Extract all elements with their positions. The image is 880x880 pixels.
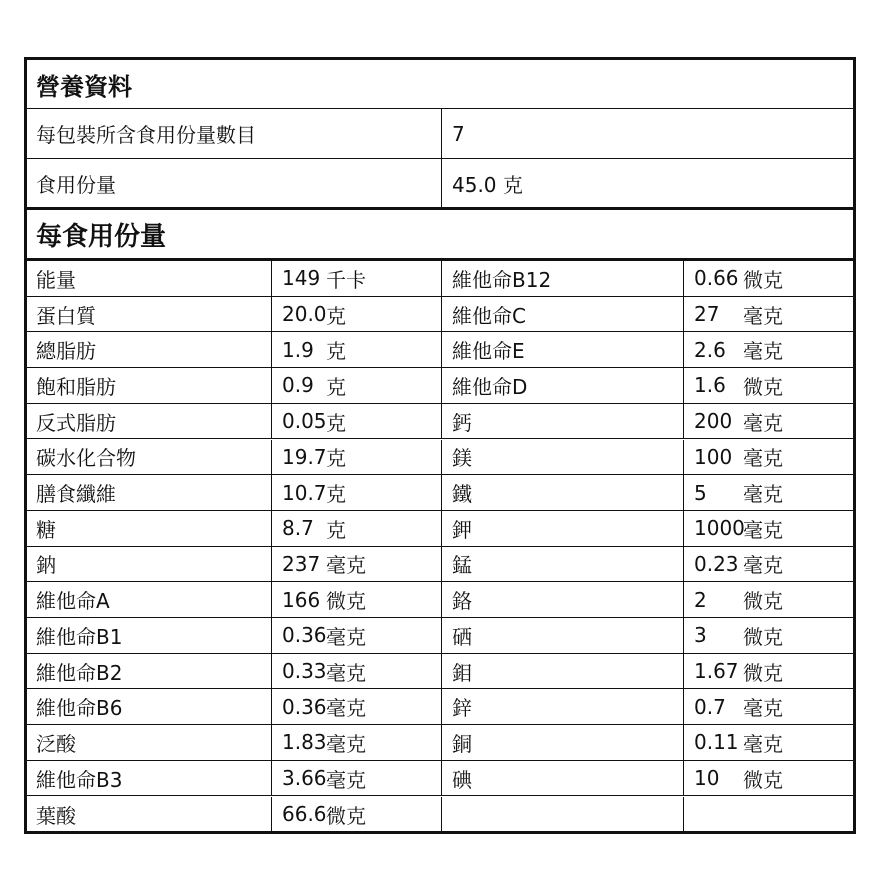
column-divider [271,332,272,367]
nutrient-unit: 毫克 [743,696,783,721]
column-divider [441,261,442,296]
column-divider [271,547,272,582]
column-divider [683,761,684,796]
servings-per-package-value: 7 [452,121,465,146]
title-row [27,60,853,109]
nutrient-amount: 0.05 [282,409,327,434]
nutrient-name-right: 鋅 [452,696,472,721]
nutrient-unit: 微克 [743,660,783,685]
column-divider [271,618,272,653]
nutrient-value-right [685,725,853,760]
column-divider [271,404,272,439]
nutrition-title: 營養資料 [36,72,132,101]
nutrient-unit: 毫克 [743,339,783,364]
nutrient-value [273,404,441,439]
table-row [27,618,853,654]
nutrient-name-right: 維他命D [452,374,528,399]
nutrient-amount: 10.7 [282,480,327,505]
nutrient-amount: 3.66 [282,766,327,791]
nutrient-name: 維他命B1 [36,624,123,649]
nutrient-amount: 19.7 [282,444,327,469]
nutrient-amount: 0.11 [694,730,739,755]
nutrient-unit: 毫克 [743,731,783,756]
nutrient-name: 維他命B2 [36,660,123,685]
nutrient-unit: 毫克 [743,303,783,328]
nutrient-unit: 微克 [326,803,366,828]
column-divider [441,654,442,689]
nutrient-value [273,582,441,617]
nutrient-value [273,618,441,653]
nutrient-value [273,797,441,833]
nutrient-value-right [685,547,853,582]
nutrient-amount: 1.6 [694,373,726,398]
column-divider [271,368,272,403]
table-row [27,511,853,547]
nutrient-value-right [685,332,853,367]
nutrient-amount: 200 [694,409,733,434]
nutrient-amount: 0.7 [694,694,726,719]
column-divider [683,297,684,332]
nutrient-name-right: 維他命E [452,339,525,364]
nutrient-name: 糖 [36,517,56,542]
serving-size-value: 45.0 克 [452,172,523,197]
table-row [27,368,853,404]
column-divider [683,582,684,617]
column-divider [683,404,684,439]
nutrient-unit: 毫克 [326,660,366,685]
nutrient-name: 維他命A [36,589,110,614]
nutrient-amount: 2 [694,587,707,612]
nutrient-unit: 克 [326,446,346,471]
nutrient-unit: 克 [326,410,346,435]
nutrient-unit: 克 [326,303,346,328]
nutrient-name: 反式脂肪 [36,410,116,435]
nutrient-amount: 1000 [694,516,745,541]
nutrient-amount: 2.6 [694,337,726,362]
column-divider [683,689,684,724]
column-divider [683,797,684,833]
column-divider [441,440,442,475]
nutrient-name: 飽和脂肪 [36,374,116,399]
per-serving-title-row [27,210,853,261]
nutrient-amount: 5 [694,480,707,505]
nutrient-name: 泛酸 [36,731,76,756]
column-divider [441,475,442,510]
nutrient-value [273,475,441,510]
servings-per-package-row [27,109,853,159]
column-divider [271,297,272,332]
column-divider [441,368,442,403]
column-divider [683,725,684,760]
nutrient-name: 能量 [36,267,76,292]
column-divider [271,261,272,296]
column-divider [441,618,442,653]
column-divider [441,332,442,367]
nutrient-value-right [685,689,853,724]
nutrient-value [273,511,441,546]
nutrient-unit: 克 [326,517,346,542]
nutrient-amount: 237 [282,551,321,576]
nutrient-unit: 毫克 [743,446,783,471]
column-divider [441,109,442,158]
nutrient-name-right: 鉀 [452,517,472,542]
nutrient-amount: 8.7 [282,516,314,541]
column-divider [683,368,684,403]
column-divider [683,547,684,582]
nutrient-amount: 0.36 [282,623,327,648]
nutrient-amount: 0.36 [282,694,327,719]
nutrient-amount: 1.83 [282,730,327,755]
column-divider [441,404,442,439]
nutrient-amount: 166 [282,587,321,612]
column-divider [441,511,442,546]
column-divider [271,582,272,617]
nutrient-value [273,332,441,367]
column-divider [271,654,272,689]
nutrient-name: 蛋白質 [36,303,96,328]
nutrient-value-right [685,297,853,332]
nutrient-value-right [685,475,853,510]
column-divider [271,440,272,475]
nutrient-unit: 微克 [743,267,783,292]
nutrient-unit: 毫克 [326,731,366,756]
table-row [27,582,853,618]
nutrient-value-right [685,368,853,403]
nutrient-unit: 毫克 [743,482,783,507]
nutrient-unit: 毫克 [326,553,366,578]
serving-size-row [27,159,853,210]
table-row [27,404,853,440]
table-row [27,797,853,833]
nutrient-name-right: 鉬 [452,660,472,685]
nutrient-value-right [685,261,853,296]
nutrient-name-right: 維他命C [452,303,526,328]
nutrient-unit: 微克 [743,767,783,792]
nutrient-name-right: 維他命B12 [452,267,552,292]
nutrient-unit: 毫克 [326,696,366,721]
column-divider [441,797,442,833]
nutrient-unit: 微克 [743,589,783,614]
nutrient-value [273,368,441,403]
column-divider [271,511,272,546]
column-divider [683,654,684,689]
nutrient-amount: 0.66 [694,266,739,291]
nutrient-value-right [685,797,853,833]
table-row [27,332,853,368]
nutrient-unit: 克 [326,339,346,364]
nutrient-value [273,547,441,582]
nutrient-amount: 0.9 [282,373,314,398]
nutrient-amount: 149 [282,266,321,291]
nutrient-name-right: 碘 [452,767,472,792]
nutrient-name-right: 銅 [452,731,472,756]
nutrient-amount: 3 [694,623,707,648]
nutrient-unit: 微克 [743,624,783,649]
nutrient-name: 鈉 [36,553,56,578]
column-divider [441,582,442,617]
column-divider [271,761,272,796]
table-row [27,475,853,511]
table-row [27,297,853,333]
nutrient-name: 總脂肪 [36,339,96,364]
nutrient-amount: 100 [694,444,733,469]
nutrient-name: 維他命B3 [36,767,123,792]
column-divider [271,725,272,760]
nutrient-unit: 克 [326,374,346,399]
nutrient-value [273,261,441,296]
nutrient-value [273,689,441,724]
table-row [27,725,853,761]
nutrition-label [24,57,856,834]
nutrient-unit: 毫克 [743,517,783,542]
nutrient-amount: 1.67 [694,659,739,684]
table-row [27,440,853,476]
column-divider [683,618,684,653]
nutrient-value-right [685,654,853,689]
nutrient-unit: 毫克 [326,767,366,792]
nutrient-value-right [685,761,853,796]
table-row [27,261,853,297]
nutrient-amount: 66.6 [282,802,327,827]
nutrient-name-right: 鎂 [452,446,472,471]
nutrient-name-right [443,797,683,833]
column-divider [441,689,442,724]
nutrient-unit: 微克 [326,589,366,614]
table-row [27,654,853,690]
nutrient-name: 碳水化合物 [36,446,136,471]
column-divider [271,475,272,510]
nutrient-name-right: 鈣 [452,410,472,435]
column-divider [271,797,272,833]
column-divider [441,297,442,332]
nutrient-value [273,654,441,689]
nutrient-value-right [685,440,853,475]
nutrient-unit: 微克 [743,374,783,399]
column-divider [683,475,684,510]
nutrient-unit: 毫克 [743,553,783,578]
column-divider [683,332,684,367]
nutrient-unit: 毫克 [743,410,783,435]
nutrient-amount: 20.0 [282,302,327,327]
column-divider [441,725,442,760]
nutrient-amount: 27 [694,302,720,327]
nutrient-amount: 1.9 [282,337,314,362]
column-divider [441,159,442,207]
nutrient-name-right: 錳 [452,553,472,578]
table-row [27,689,853,725]
per-serving-title: 每食用份量 [36,221,167,252]
nutrient-name-right: 鉻 [452,589,472,614]
nutrient-name-right: 鐵 [452,482,472,507]
column-divider [441,761,442,796]
nutrient-unit: 克 [326,482,346,507]
column-divider [683,440,684,475]
nutrient-unit: 毫克 [326,624,366,649]
nutrient-name-right: 硒 [452,624,472,649]
nutrient-value-right [685,618,853,653]
nutrient-value-right [685,582,853,617]
nutrient-value [273,440,441,475]
nutrient-value-right [685,404,853,439]
nutrient-unit: 千卡 [326,267,366,292]
nutrient-amount: 10 [694,766,720,791]
column-divider [441,547,442,582]
servings-per-package-label: 每包裝所含食用份量數目 [36,123,256,147]
table-row [27,547,853,583]
column-divider [683,261,684,296]
nutrient-amount: 0.23 [694,551,739,576]
nutrient-value [273,725,441,760]
table-row [27,761,853,797]
nutrient-name: 維他命B6 [36,696,123,721]
nutrient-name: 膳食纖維 [36,482,116,507]
serving-size-label: 食用份量 [36,172,116,197]
nutrient-value [273,297,441,332]
column-divider [271,689,272,724]
nutrient-name: 葉酸 [36,803,76,828]
nutrient-amount: 0.33 [282,659,327,684]
nutrient-value [273,761,441,796]
column-divider [683,511,684,546]
nutrient-value-right [685,511,853,546]
